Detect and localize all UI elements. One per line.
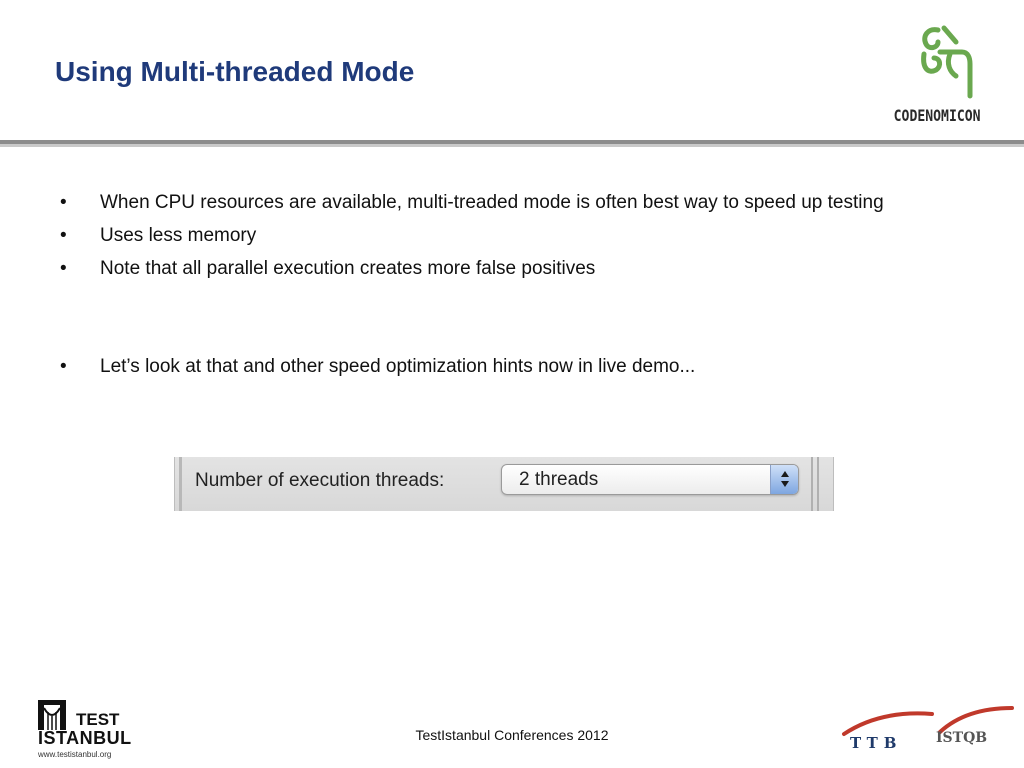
header-divider-shadow — [0, 144, 1024, 147]
panel-divider — [179, 457, 182, 511]
bullet-item: • Note that all parallel execution creates more false positives — [60, 252, 990, 285]
bullet-list — [60, 186, 990, 383]
testistanbul-wordmark-test: TEST — [76, 710, 120, 729]
panel-divider — [817, 457, 819, 511]
bullet-item: • Uses less memory — [60, 219, 990, 252]
execution-threads-label: Number of execution threads: — [195, 470, 445, 491]
codenomicon-glyph-icon — [916, 24, 976, 100]
codenomicon-logo — [886, 24, 1006, 132]
bullet-item: • When CPU resources are available, multi-treaded mode is often best way to speed up testing — [60, 186, 990, 219]
up-down-arrows-icon — [780, 470, 790, 488]
bullet-item: • Let’s look at that and other speed optimization hints now in live demo... — [60, 350, 990, 383]
ttb-logo — [840, 708, 940, 758]
panel-divider — [811, 457, 813, 511]
codenomicon-wordmark: CODENOMICON — [893, 106, 981, 125]
ttb-wordmark: TTB — [850, 734, 903, 752]
footer-text: TestIstanbul Conferences 2012 — [415, 727, 609, 743]
slide-title: Using Multi-threaded Mode — [55, 56, 415, 87]
execution-threads-value: 2 threads — [519, 469, 599, 490]
execution-threads-panel — [174, 457, 834, 511]
testistanbul-url: www.testistanbul.org — [38, 750, 112, 759]
istqb-wordmark: ISTQB — [936, 730, 988, 746]
select-stepper-icon[interactable] — [770, 465, 798, 494]
testistanbul-wordmark-istanbul: ISTANBUL — [38, 728, 132, 748]
istqb-logo — [930, 704, 1020, 754]
execution-threads-select[interactable] — [501, 464, 799, 495]
